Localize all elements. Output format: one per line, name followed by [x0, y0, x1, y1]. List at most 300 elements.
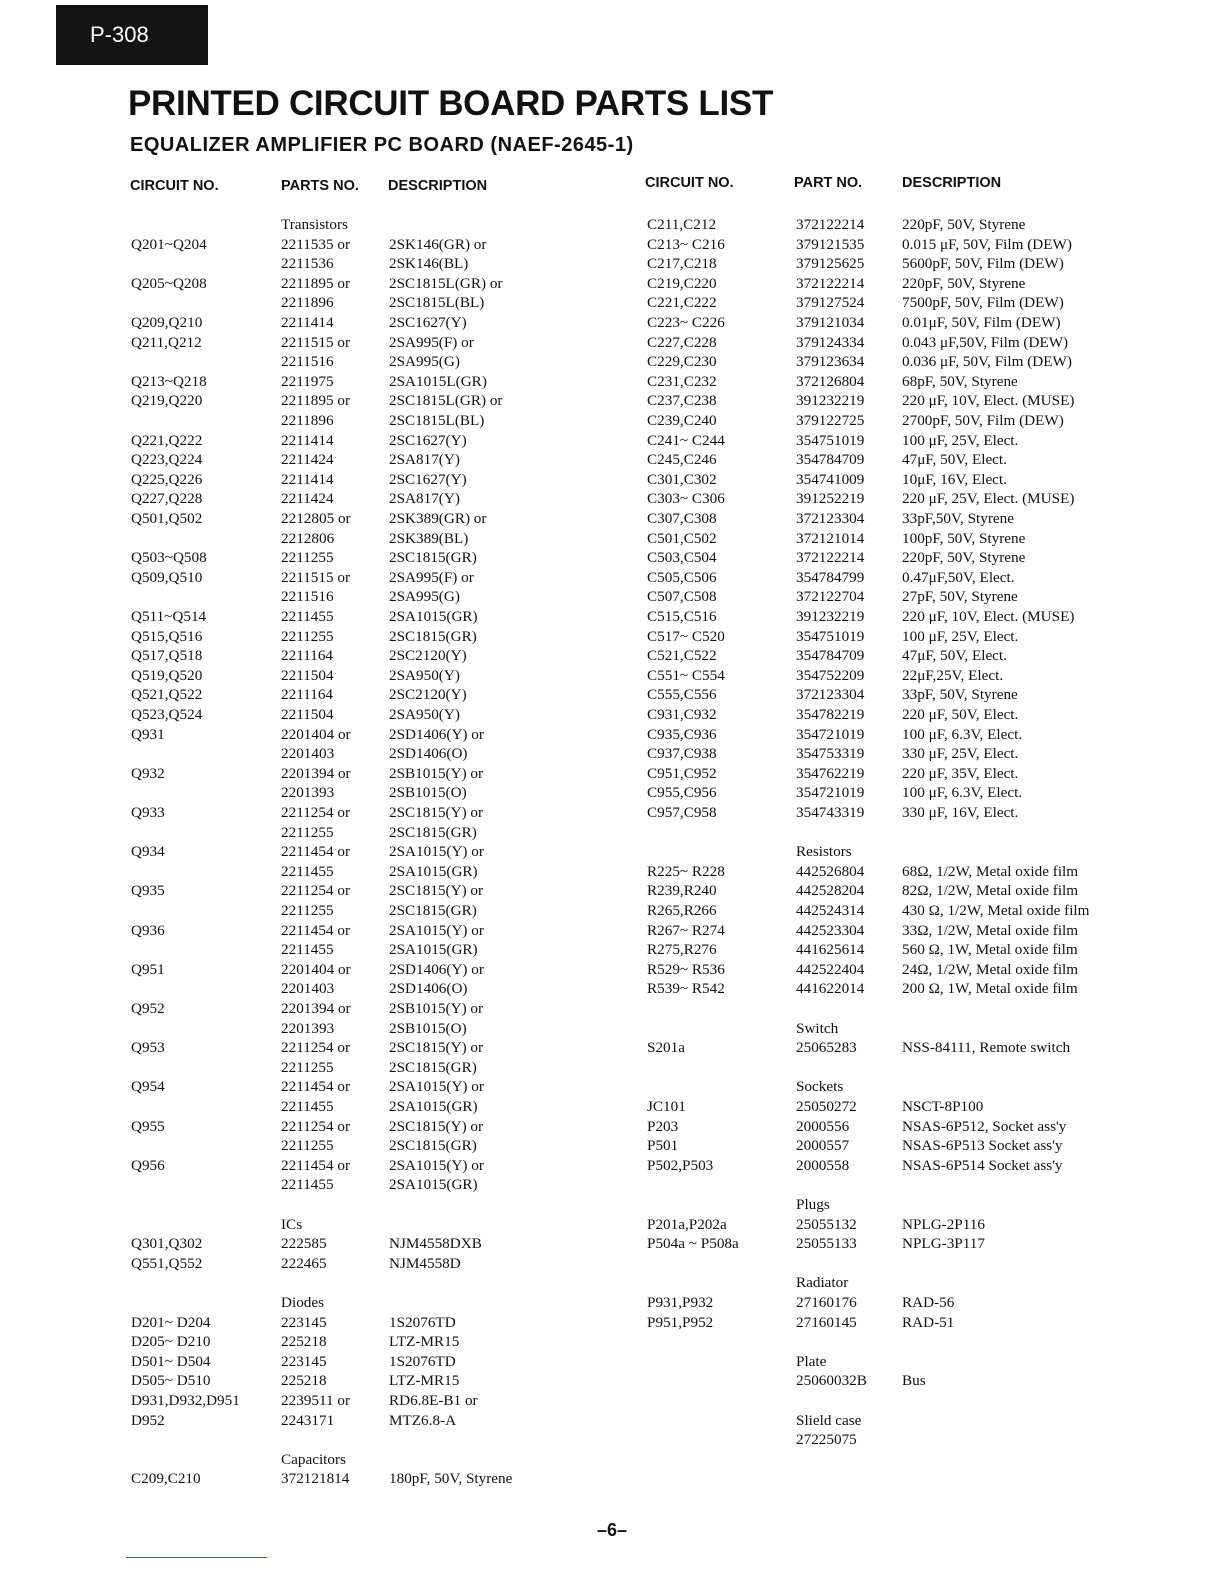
circuit-no: C517~ C520: [647, 627, 725, 645]
part-no: 379125625: [796, 255, 865, 273]
part-no: 2211424: [281, 490, 334, 508]
description: 330 μF, 25V, Elect.: [902, 745, 1019, 763]
description: 2SD1406(Y) or: [389, 960, 484, 978]
part-no: Slield case: [796, 1411, 862, 1429]
part-no: ICs: [281, 1215, 303, 1233]
part-no: 372123304: [796, 686, 865, 704]
circuit-no: C219,C220: [647, 274, 717, 292]
description: 2SC1815(GR): [389, 549, 477, 567]
part-no: 354784709: [796, 451, 865, 469]
page-number: –6–: [596, 1520, 628, 1540]
part-no: 27160176: [796, 1294, 857, 1311]
description: 220 μF, 50V, Elect.: [902, 706, 1019, 723]
circuit-no: Q211,Q212: [131, 333, 202, 351]
circuit-no: P501: [647, 1137, 679, 1155]
part-no: 2211535 or: [281, 235, 351, 253]
description: 33pF, 50V, Styrene: [902, 686, 1018, 704]
circuit-no: Q952: [131, 1000, 165, 1017]
description: 47μF, 50V, Elect.: [902, 647, 1007, 665]
description: 2SA1015L(GR): [389, 372, 487, 390]
description: 2SC2120(Y): [389, 647, 467, 665]
part-no: Diodes: [281, 1294, 325, 1311]
circuit-no: C231,C232: [647, 372, 717, 390]
description: 180pF, 50V, Styrene: [389, 1470, 513, 1488]
part-no: 2211896: [281, 412, 334, 429]
circuit-no: C551~ C554: [647, 666, 725, 684]
description: 2SA1015(GR): [389, 862, 478, 880]
description: MTZ6.8-A: [389, 1411, 457, 1429]
part-no: 2211975: [281, 372, 334, 390]
part-no: 25065283: [796, 1039, 857, 1057]
description: 430 Ω, 1/2W, Metal oxide film: [902, 902, 1090, 919]
description: 220 μF, 25V, Elect. (MUSE): [902, 490, 1075, 508]
part-no: Resistors: [796, 843, 852, 861]
circuit-no: P201a,P202a: [647, 1215, 727, 1233]
description: 2SC1627(Y): [389, 314, 467, 331]
circuit-no: S201a: [647, 1039, 685, 1057]
part-no: 2000557: [796, 1137, 850, 1155]
circuit-no: R529~ R536: [647, 960, 725, 978]
description: 2SC1815(Y) or: [389, 1117, 484, 1135]
part-no: 2211455: [281, 1176, 334, 1194]
circuit-no: R275,R276: [647, 941, 717, 959]
description: 2SC2120(Y): [389, 686, 467, 704]
part-no: 442523304: [796, 921, 865, 939]
part-no: 2201394 or: [281, 1000, 351, 1017]
part-no: 2201403: [281, 745, 335, 763]
part-no: 2211164: [281, 647, 334, 665]
description: 2SC1815(GR): [389, 1137, 477, 1155]
description: 220pF, 50V, Styrene: [902, 549, 1026, 567]
description: RAD-56: [902, 1294, 955, 1311]
circuit-no: C241~ C244: [647, 431, 725, 449]
footer-rule: [126, 1557, 267, 1558]
circuit-no: Q517,Q518: [131, 647, 203, 665]
part-no: 2201393: [281, 1019, 335, 1037]
circuit-no: C515,C516: [647, 608, 717, 625]
circuit-no: Q551,Q552: [131, 1254, 203, 1272]
part-no: 27225075: [796, 1431, 857, 1449]
circuit-no: Q954: [131, 1078, 165, 1096]
part-no: 2211255: [281, 549, 334, 567]
circuit-no: JC101: [647, 1098, 686, 1115]
description: 2SC1815(GR): [389, 823, 477, 841]
circuit-no: Q209,Q210: [131, 314, 203, 331]
circuit-no: Q201~Q204: [131, 235, 207, 253]
part-no: 372122214: [796, 274, 865, 292]
part-no: 354784709: [796, 647, 865, 665]
description: 220pF, 50V, Styrene: [902, 274, 1026, 292]
part-no: 2201403: [281, 980, 335, 998]
circuit-no: D505~ D510: [131, 1372, 211, 1390]
circuit-no: D201~ D204: [131, 1313, 211, 1331]
description: LTZ-MR15: [389, 1333, 460, 1351]
description: 0.015 μF, 50V, Film (DEW): [902, 235, 1072, 253]
circuit-no: C503,C504: [647, 549, 717, 567]
part-no: 2211414: [281, 431, 334, 449]
part-no: 379121535: [796, 235, 865, 253]
part-no: 2211254 or: [281, 882, 351, 900]
part-no: 2211455: [281, 608, 334, 625]
description: 2SA1015(Y) or: [389, 1156, 484, 1174]
circuit-no: C501,C502: [647, 529, 717, 547]
part-no: 372126804: [796, 372, 865, 390]
description: 2SB1015(O): [389, 1019, 467, 1037]
part-no: 25060032B: [796, 1372, 867, 1390]
circuit-no: P951,P952: [647, 1313, 714, 1331]
circuit-no: Q521,Q522: [131, 686, 203, 704]
description: 2SK146(BL): [389, 255, 469, 273]
circuit-no: Q932: [131, 764, 165, 782]
circuit-no: C521,C522: [647, 647, 717, 665]
description: 2SC1627(Y): [389, 470, 467, 488]
circuit-no: R225~ R228: [647, 862, 725, 880]
left-header-parts: PARTS NO.: [281, 178, 359, 194]
part-no: 2211424: [281, 451, 334, 469]
description: 2SA1015(Y) or: [389, 843, 484, 861]
circuit-no: Q931: [131, 725, 165, 743]
circuit-no: Q951: [131, 960, 165, 978]
part-no: 2211504: [281, 706, 334, 723]
circuit-no: Q956: [131, 1156, 165, 1174]
description: 0.47μF,50V, Elect.: [902, 568, 1015, 586]
part-no: 2211454 or: [281, 843, 351, 861]
circuit-no: Q523,Q524: [131, 706, 203, 723]
circuit-no: C931,C932: [647, 706, 717, 723]
part-no: 2201404 or: [281, 725, 351, 743]
part-no: 2211454 or: [281, 1078, 351, 1096]
description: 220pF, 50V, Styrene: [902, 216, 1026, 233]
description: 2SA817(Y): [389, 451, 460, 469]
board-subtitle: EQUALIZER AMPLIFIER PC BOARD (NAEF-2645-1): [130, 134, 634, 156]
description: 2SA995(G): [389, 588, 460, 606]
part-no: 372121814: [281, 1470, 350, 1488]
circuit-no: Q205~Q208: [131, 274, 207, 292]
description: 2SC1627(Y): [389, 431, 467, 449]
description: 220 μF, 35V, Elect.: [902, 764, 1019, 782]
part-no: 2201393: [281, 784, 335, 802]
circuit-no: C303~ C306: [647, 490, 725, 508]
part-no: 2239511 or: [281, 1392, 351, 1409]
description: 0.043 μF,50V, Film (DEW): [902, 333, 1069, 351]
part-no: 354751019: [796, 627, 865, 645]
description: 2SC1815(GR): [389, 1058, 477, 1076]
part-no: 25055133: [796, 1235, 857, 1253]
part-no: 441625614: [796, 941, 865, 959]
circuit-no: C301,C302: [647, 470, 717, 488]
part-no: 223145: [281, 1313, 327, 1331]
part-no: 379123634: [796, 353, 865, 371]
part-no: 2211896: [281, 294, 334, 312]
description: 68pF, 50V, Styrene: [902, 372, 1018, 390]
part-no: 2211254 or: [281, 1039, 351, 1057]
part-no: 2211895 or: [281, 392, 351, 410]
part-no: 2211536: [281, 255, 334, 273]
part-no: Radiator: [796, 1274, 849, 1292]
part-no: 2201404 or: [281, 960, 351, 978]
circuit-no: P504a ~ P508a: [647, 1235, 739, 1253]
description: 2700pF, 50V, Film (DEW): [902, 412, 1064, 429]
part-no: 442526804: [796, 862, 865, 880]
circuit-no: Q501,Q502: [131, 510, 203, 527]
description: 2SC1815L(GR) or: [389, 274, 503, 292]
description: 2SB1015(O): [389, 784, 467, 802]
description: 2SA1015(GR): [389, 941, 478, 959]
part-no: 2212806: [281, 529, 335, 547]
description: 220 μF, 10V, Elect. (MUSE): [902, 608, 1075, 625]
description: 2SB1015(Y) or: [389, 1000, 484, 1017]
circuit-no: C237,C238: [647, 392, 717, 410]
circuit-no: C957,C958: [647, 804, 717, 821]
description: 5600pF, 50V, Film (DEW): [902, 255, 1064, 273]
part-no: 354784799: [796, 568, 865, 586]
part-no: 2211895 or: [281, 274, 351, 292]
description: 2SC1815(Y) or: [389, 882, 484, 900]
description: 2SD1406(O): [389, 745, 468, 763]
circuit-no: D952: [131, 1411, 165, 1429]
part-no: Transistors: [281, 216, 348, 233]
circuit-no: C555,C556: [647, 686, 717, 704]
circuit-no: C227,C228: [647, 333, 717, 351]
part-no: 391232219: [796, 392, 865, 410]
part-no: 2211515 or: [281, 333, 351, 351]
part-no: 2211255: [281, 823, 334, 841]
description: NSAS-6P513 Socket ass'y: [902, 1137, 1063, 1155]
part-no: 2211454 or: [281, 921, 351, 939]
description: 2SC1815L(BL): [389, 294, 485, 312]
part-no: 2211516: [281, 588, 334, 606]
part-no: 2211454 or: [281, 1156, 351, 1174]
part-no: 2211255: [281, 1137, 334, 1155]
part-no: 372121014: [796, 529, 865, 547]
right-header-description: DESCRIPTION: [902, 175, 1002, 191]
part-no: 2201394 or: [281, 764, 351, 782]
description: 560 Ω, 1W, Metal oxide film: [902, 941, 1078, 959]
description: 200 Ω, 1W, Metal oxide film: [902, 980, 1078, 998]
description: 2SC1815L(BL): [389, 412, 485, 429]
description: 24Ω, 1/2W, Metal oxide film: [902, 960, 1079, 978]
description: 2SK389(GR) or: [389, 510, 487, 527]
description: 68Ω, 1/2W, Metal oxide film: [902, 862, 1079, 880]
description: 2SA1015(Y) or: [389, 921, 484, 939]
description: 2SA950(Y): [389, 706, 460, 723]
circuit-no: C217,C218: [647, 255, 717, 273]
part-no: 354753319: [796, 745, 865, 763]
description: 2SK389(BL): [389, 529, 469, 547]
description: 2SA1015(Y) or: [389, 1078, 484, 1096]
part-no: 2211254 or: [281, 1117, 351, 1135]
circuit-no: Q953: [131, 1039, 165, 1057]
part-no: 2211254 or: [281, 804, 351, 821]
part-no: 2212805 or: [281, 510, 351, 527]
circuit-no: Q223,Q224: [131, 451, 203, 469]
part-no: 2211164: [281, 686, 334, 704]
circuit-no: Q227,Q228: [131, 490, 203, 508]
circuit-no: Q511~Q514: [131, 608, 207, 625]
description: NSS-84111, Remote switch: [902, 1039, 1071, 1057]
circuit-no: Q515,Q516: [131, 627, 203, 645]
part-no: 442522404: [796, 960, 865, 978]
part-no: 379127524: [796, 294, 865, 312]
description: NPLG-2P116: [902, 1215, 985, 1233]
description: NSAS-6P514 Socket ass'y: [902, 1156, 1063, 1174]
circuit-no: Q213~Q218: [131, 372, 207, 390]
part-no: Switch: [796, 1019, 839, 1037]
description: 2SC1815(GR): [389, 902, 477, 919]
description: NJM4558D: [389, 1254, 461, 1272]
description: NJM4558DXB: [389, 1235, 482, 1253]
part-no: 372122704: [796, 588, 865, 606]
description: 82Ω, 1/2W, Metal oxide film: [902, 882, 1079, 900]
circuit-no: R239,R240: [647, 882, 717, 900]
description: RD6.8E-B1 or: [389, 1392, 478, 1409]
description: 0.01μF, 50V, Film (DEW): [902, 314, 1061, 331]
description: Bus: [902, 1372, 926, 1390]
description: 22μF,25V, Elect.: [902, 666, 1004, 684]
circuit-no: P931,P932: [647, 1294, 714, 1311]
part-no: 354782219: [796, 706, 865, 723]
part-no: Sockets: [796, 1078, 844, 1096]
description: 0.036 μF, 50V, Film (DEW): [902, 353, 1072, 371]
part-no: 354721019: [796, 784, 865, 802]
circuit-no: C239,C240: [647, 412, 717, 429]
description: 47μF, 50V, Elect.: [902, 451, 1007, 469]
description: 2SA995(F) or: [389, 568, 474, 586]
circuit-no: D501~ D504: [131, 1352, 211, 1370]
circuit-no: C211,C212: [647, 216, 717, 233]
part-no: Capacitors: [281, 1450, 346, 1468]
description: 2SB1015(Y) or: [389, 764, 484, 782]
description: NSAS-6P512, Socket ass'y: [902, 1117, 1067, 1135]
circuit-no: Q225,Q226: [131, 470, 203, 488]
description: 33Ω, 1/2W, Metal oxide film: [902, 921, 1079, 939]
circuit-no: C213~ C216: [647, 235, 725, 253]
circuit-no: Q934: [131, 843, 165, 861]
description: 100 μF, 25V, Elect.: [902, 431, 1019, 449]
part-no: 2211455: [281, 1098, 334, 1115]
part-no: 2211504: [281, 666, 334, 684]
circuit-no: R539~ R542: [647, 980, 725, 998]
circuit-no: C955,C956: [647, 784, 717, 802]
description: 100 μF, 6.3V, Elect.: [902, 725, 1023, 743]
description: 100 μF, 6.3V, Elect.: [902, 784, 1023, 802]
part-no: 379122725: [796, 412, 865, 429]
circuit-no: Q935: [131, 882, 165, 900]
circuit-no: C951,C952: [647, 764, 717, 782]
part-no: 222585: [281, 1235, 327, 1253]
circuit-no: Q955: [131, 1117, 165, 1135]
circuit-no: Q219,Q220: [131, 392, 203, 410]
circuit-no: C245,C246: [647, 451, 717, 469]
part-no: 2211414: [281, 314, 334, 331]
circuit-no: Q301,Q302: [131, 1235, 203, 1253]
page-title: PRINTED CIRCUIT BOARD PARTS LIST: [128, 84, 774, 123]
circuit-no: D931,D932,D951: [131, 1392, 240, 1409]
part-no: 25050272: [796, 1098, 857, 1115]
part-no: 2000556: [796, 1117, 850, 1135]
circuit-no: D205~ D210: [131, 1333, 211, 1351]
description: 2SD1406(O): [389, 980, 468, 998]
part-no: 354751019: [796, 431, 865, 449]
circuit-no: P203: [647, 1117, 679, 1135]
description: 2SA1015(GR): [389, 1098, 478, 1115]
part-no: 441622014: [796, 980, 865, 998]
description: 2SA1015(GR): [389, 1176, 478, 1194]
description: 330 μF, 16V, Elect.: [902, 804, 1019, 821]
description: 100 μF, 25V, Elect.: [902, 627, 1019, 645]
part-no: 222465: [281, 1254, 327, 1272]
part-no: 2211255: [281, 627, 334, 645]
part-no: 354741009: [796, 470, 865, 488]
part-no: 225218: [281, 1372, 327, 1390]
part-no: 2211455: [281, 862, 334, 880]
part-no: 391252219: [796, 490, 865, 508]
description: LTZ-MR15: [389, 1372, 460, 1390]
part-no: 442524314: [796, 902, 865, 919]
part-no: 2243171: [281, 1411, 335, 1429]
part-no: 2211255: [281, 902, 334, 919]
part-no: 2211414: [281, 470, 334, 488]
circuit-no: C209,C210: [131, 1470, 201, 1488]
circuit-no: R265,R266: [647, 902, 717, 919]
circuit-no: Q933: [131, 804, 165, 821]
circuit-no: C937,C938: [647, 745, 717, 763]
part-no: 391232219: [796, 608, 865, 625]
description: RAD-51: [902, 1313, 955, 1331]
part-no: 223145: [281, 1352, 327, 1370]
description: 2SA995(F) or: [389, 333, 474, 351]
description: 2SD1406(Y) or: [389, 725, 484, 743]
circuit-no: C221,C222: [647, 294, 717, 312]
circuit-no: R267~ R274: [647, 921, 725, 939]
description: 2SA950(Y): [389, 666, 460, 684]
part-no: Plate: [796, 1352, 827, 1370]
description: 2SC1815L(GR) or: [389, 392, 503, 410]
description: 1S2076TD: [389, 1352, 456, 1370]
circuit-no: Q221,Q222: [131, 431, 203, 449]
description: 2SC1815(Y) or: [389, 1039, 484, 1057]
part-no: 27160145: [796, 1313, 857, 1331]
description: 100pF, 50V, Styrene: [902, 529, 1026, 547]
description: 10μF, 16V, Elect.: [902, 470, 1007, 488]
part-no: 372123304: [796, 510, 865, 527]
part-no: 25055132: [796, 1215, 857, 1233]
description: 2SK146(GR) or: [389, 235, 487, 253]
circuit-no: C935,C936: [647, 725, 717, 743]
part-no: 225218: [281, 1333, 327, 1351]
circuit-no: C229,C230: [647, 353, 717, 371]
part-no: 354721019: [796, 725, 865, 743]
part-no: 442528204: [796, 882, 865, 900]
part-no: 2211255: [281, 1058, 334, 1076]
circuit-no: C507,C508: [647, 588, 717, 606]
right-header-circuit: CIRCUIT NO.: [645, 175, 734, 191]
left-header-circuit: CIRCUIT NO.: [130, 178, 219, 194]
part-no: 2211516: [281, 353, 334, 371]
description: 2SC1815(Y) or: [389, 804, 484, 821]
part-no: 2211455: [281, 941, 334, 959]
right-parts-list: [0, 215, 1224, 1505]
description: 220 μF, 10V, Elect. (MUSE): [902, 392, 1075, 410]
circuit-no: C307,C308: [647, 510, 717, 527]
part-no: Plugs: [796, 1196, 830, 1213]
left-header-description: DESCRIPTION: [388, 178, 488, 194]
description: 27pF, 50V, Styrene: [902, 588, 1018, 606]
description: 2SA995(G): [389, 353, 460, 371]
part-no: 2000558: [796, 1156, 850, 1174]
circuit-no: Q519,Q520: [131, 666, 203, 684]
circuit-no: C505,C506: [647, 568, 717, 586]
